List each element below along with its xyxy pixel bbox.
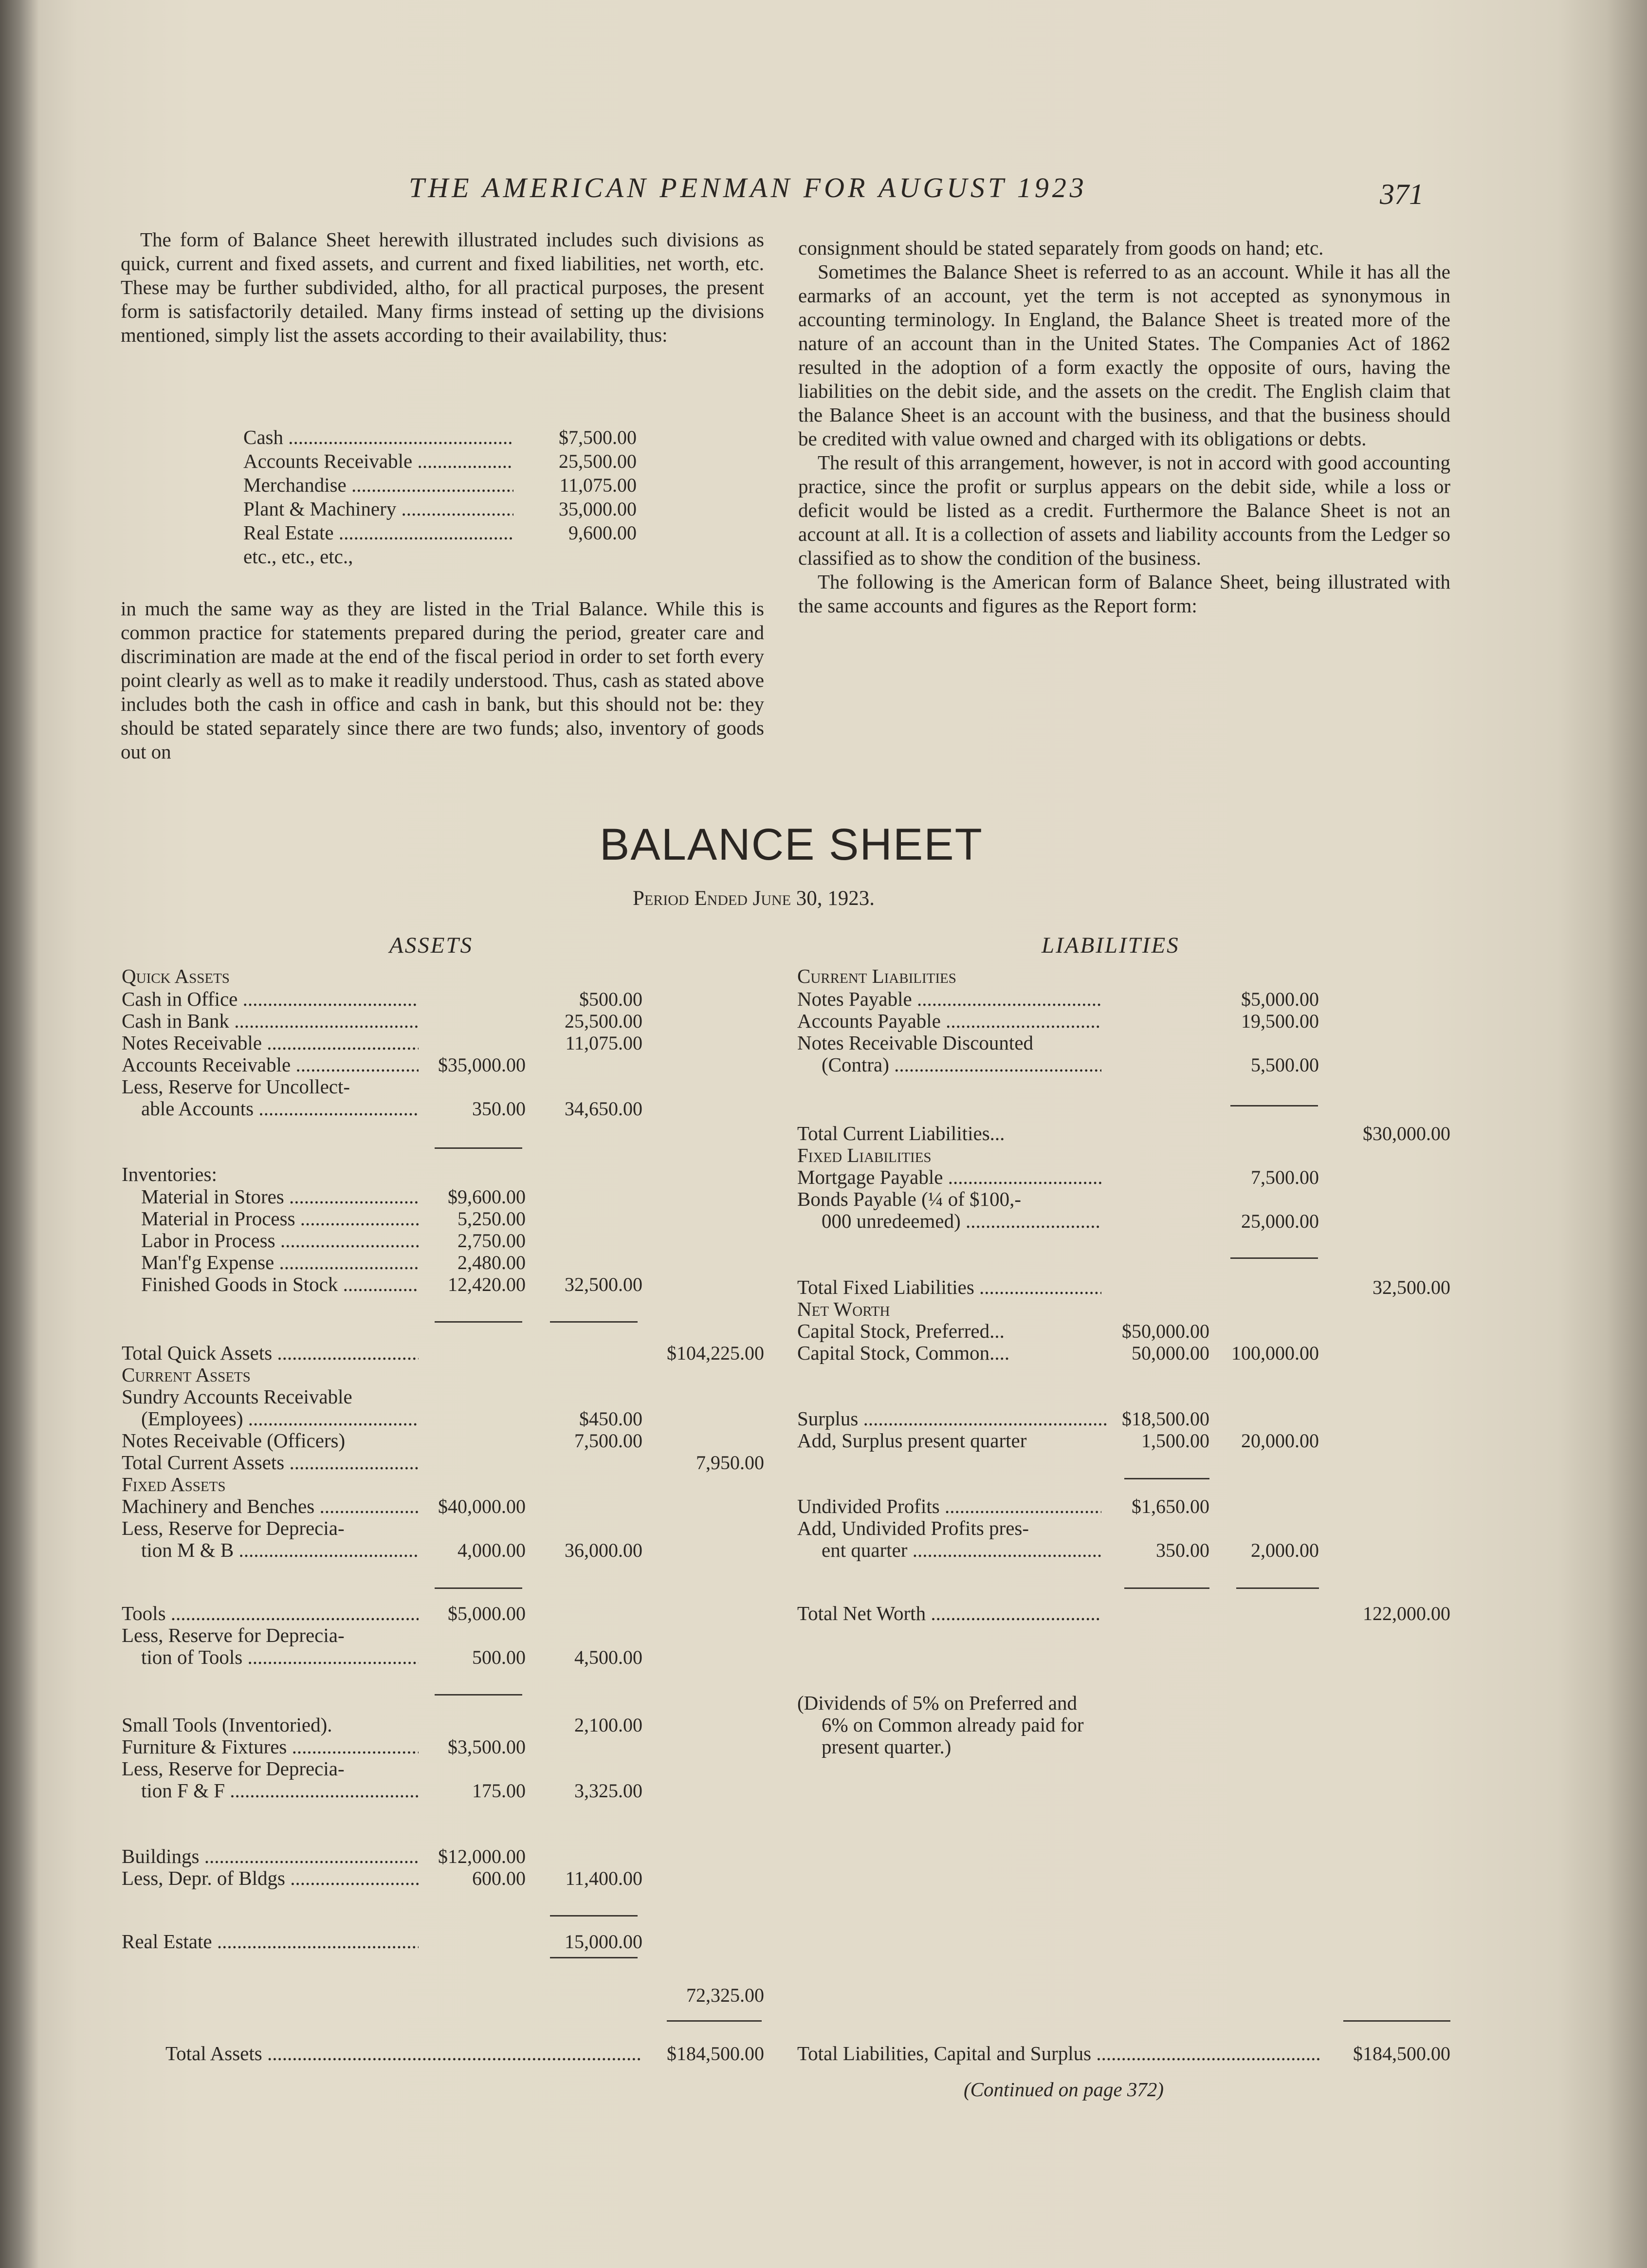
liability-amount: $1,650.00 [1132,1495,1209,1517]
asset-label: Labor in Process ..... [141,1230,419,1252]
rule [550,1957,638,1958]
asset-amount: 500.00 [472,1646,526,1668]
liability-label: Notes Payable ..... [797,988,1101,1010]
section-heading: Net Worth [797,1298,890,1320]
page-number: 371 [1380,178,1424,210]
asset-label: Material in Stores ..... [141,1186,419,1208]
liability-amount: 32,500.00 [1372,1276,1450,1298]
asset-label: (Employees) ..... [141,1408,419,1430]
total-liabilities-amount: $184,500.00 [1353,2043,1450,2065]
rule [667,2020,762,2022]
fixed-assets-total: 72,325.00 [686,1984,764,2006]
asset-label: Furniture & Fixtures ..... [122,1736,419,1758]
asset-amount: 34,650.00 [565,1098,642,1120]
liability-label: Capital Stock, Common.... [797,1342,1010,1364]
asset-amount: 36,000.00 [565,1539,642,1561]
liability-amount: $30,000.00 [1363,1123,1450,1144]
asset-label: Total Quick Assets ..... [122,1342,419,1364]
sample-etc: etc., etc., etc., [243,545,353,568]
liability-label: Undivided Profits ..... [797,1495,1101,1517]
liability-amount: 350.00 [1156,1539,1209,1561]
rule [435,1694,522,1696]
intro-paragraph: The form of Balance Sheet herewith illustrated includes such divisions as quick, current and fixed assets, and current and fixed liabilities, net worth, etc. These may be further subdivided, altho, for all practical purposes, the present form is satisfactorily detailed. Many firms instead of setting up the divisions mentioned, simply list the assets according to their availability, thus: [121,228,764,346]
liability-amount: 1,500.00 [1141,1430,1209,1452]
intro-paragraph: consignment should be stated separately from goods on hand; etc. [798,237,1324,259]
rule [550,1915,638,1917]
asset-amount: $12,000.00 [438,1845,526,1867]
asset-amount: 25,500.00 [565,1010,642,1032]
rule [1124,1478,1209,1479]
asset-amount: $35,000.00 [438,1054,526,1076]
asset-amount: $5,000.00 [448,1603,526,1624]
asset-label: Sundry Accounts Receivable [122,1385,352,1408]
rule [435,1147,522,1149]
asset-label: Inventories: [122,1163,217,1185]
liability-label: Add, Undivided Profits pres- [797,1517,1029,1539]
asset-amount: 175.00 [472,1780,526,1802]
asset-amount: 15,000.00 [565,1931,642,1953]
asset-amount: $3,500.00 [448,1736,526,1758]
asset-amount: 2,100.00 [574,1714,642,1736]
asset-amount: 32,500.00 [565,1273,642,1295]
liability-label: 000 unredeemed) ..... [822,1210,1101,1232]
liability-amount: 20,000.00 [1241,1430,1319,1452]
asset-label: Accounts Receivable ..... [122,1054,419,1076]
intro-left-continuation [121,597,764,764]
asset-label: tion of Tools ..... [141,1646,419,1668]
rule [550,1321,638,1323]
asset-label: Less, Reserve for Deprecia- [122,1757,345,1780]
rule [1230,1105,1318,1106]
running-header: THE AMERICAN PENMAN FOR AUGUST 1923 [409,172,1087,203]
dividend-note: 6% on Common already paid for [822,1714,1084,1736]
asset-amount: $40,000.00 [438,1495,526,1517]
asset-label: able Accounts ..... [141,1098,419,1120]
section-heading: Current Liabilities [797,965,956,987]
asset-amount: $450.00 [579,1408,642,1430]
liabilities-heading: LIABILITIES [1042,933,1180,958]
liability-amount: 5,500.00 [1251,1054,1319,1076]
asset-label: Notes Receivable (Officers) [122,1429,346,1452]
asset-amount: 11,075.00 [565,1032,642,1054]
liability-amount: 50,000.00 [1132,1342,1209,1364]
asset-amount: 2,480.00 [458,1252,526,1273]
liability-label: Accounts Payable ..... [797,1010,1101,1032]
section-heading: Fixed Liabilities [797,1144,932,1166]
sample-value: 9,600.00 [568,522,637,544]
asset-label: Cash in Office ..... [122,988,419,1010]
asset-label: Small Tools (Inventoried). [122,1714,332,1736]
liability-label: Surplus ..... [797,1408,1109,1430]
sample-value: 25,500.00 [559,450,637,472]
sample-label: Cash ..... [243,426,513,448]
liability-label: Total Current Liabilities... [797,1122,1005,1144]
asset-amount: 5,250.00 [458,1208,526,1230]
asset-label: Less, Reserve for Uncollect- [122,1075,350,1098]
rule [1230,1257,1318,1259]
asset-amount: 3,325.00 [574,1780,642,1802]
liability-label: Total Net Worth ..... [797,1603,1101,1624]
asset-label: Machinery and Benches ..... [122,1495,419,1517]
dividend-note: present quarter.) [822,1735,952,1758]
asset-label: Finished Goods in Stock ..... [141,1273,419,1295]
liability-amount: 100,000.00 [1231,1342,1319,1364]
asset-amount: 7,950.00 [696,1452,764,1474]
liability-label: (Contra) ..... [822,1054,1101,1076]
liability-label: Capital Stock, Preferred... [797,1320,1005,1342]
liability-amount: $18,500.00 [1122,1408,1209,1430]
asset-amount: 2,750.00 [458,1230,526,1252]
sample-label: Merchandise ..... [243,474,513,496]
asset-amount: $104,225.00 [667,1342,764,1364]
asset-label: Total Current Assets ..... [122,1452,419,1474]
asset-amount: 7,500.00 [574,1430,642,1452]
section-heading: Quick Assets [122,965,230,987]
liability-label: ent quarter ..... [822,1539,1101,1561]
liability-amount: 122,000.00 [1363,1603,1450,1624]
liability-label: Mortgage Payable ..... [797,1166,1101,1188]
total-assets-amount: $184,500.00 [667,2043,764,2065]
asset-amount: 600.00 [472,1867,526,1889]
intro-paragraph: Sometimes the Balance Sheet is referred to as an account. While it has all the earmarks of an account, yet the term is not accepted as synonymous in accounting terminology. In England, the Balance Sheet is treated more of the nature of an account than in the United States. The Companies Act of 1862 resulted in the adoption of a form exactly the opposite of ours, having the liabilities on the debit side, and the assets on the credit. The English claim that the Balance Sheet is an account with the business, and that the business should be credited with value owned and charged with its obligations or debts. [798,260,1450,450]
asset-label: Tools ..... [122,1603,419,1624]
liability-label: Bonds Payable (¼ of $100,- [797,1188,1022,1210]
liability-label: Add, Surplus present quarter [797,1429,1027,1452]
sample-label: Real Estate ..... [243,522,513,544]
intro-paragraph: The following is the American form of Balance Sheet, being illustrated with the same accounts and figures as the Report form: [798,571,1450,617]
asset-label: tion F & F ..... [141,1780,419,1802]
balance-sheet-period: Period Ended June 30, 1923. [633,887,875,910]
liability-amount: 2,000.00 [1251,1539,1319,1561]
rule [435,1587,522,1589]
sample-value: 11,075.00 [559,474,637,496]
intro-left-column [121,228,764,347]
rule [1343,2020,1450,2022]
asset-amount: 11,400.00 [565,1867,642,1889]
assets-heading: ASSETS [389,933,474,958]
balance-sheet-title: BALANCE SHEET [600,820,983,869]
sample-value: $7,500.00 [559,426,637,448]
asset-label: Notes Receivable ..... [122,1032,419,1054]
sample-label: Accounts Receivable ..... [243,450,513,472]
liability-amount: 19,500.00 [1241,1010,1319,1032]
asset-label: Real Estate ..... [122,1931,419,1953]
asset-amount: $9,600.00 [448,1186,526,1208]
asset-label: Material in Process ..... [141,1208,419,1230]
liability-amount: $5,000.00 [1241,988,1319,1010]
asset-label: tion M & B ..... [141,1539,419,1561]
intro-paragraph: in much the same way as they are listed in the Trial Balance. While this is common practice for statements prepared during the period, greater care and discrimination are made at the end of the fiscal period in order to set forth every point clearly as well as to make it readily understood. Thus, cash as stated above includes both the cash in office and cash in bank, but this should not be: they should be stated separately since there are two funds; also, inventory of goods out on [121,597,764,763]
liability-label: Total Fixed Liabilities ..... [797,1276,1101,1298]
liability-amount: $50,000.00 [1122,1320,1209,1342]
asset-amount: 350.00 [472,1098,526,1120]
intro-right-column [798,236,1450,618]
liability-amount: 7,500.00 [1251,1166,1319,1188]
rule [435,1321,522,1323]
asset-label: Cash in Bank ..... [122,1010,419,1032]
section-heading: Fixed Assets [122,1473,226,1495]
section-heading: Current Assets [122,1364,251,1386]
asset-label: Less, Reserve for Deprecia- [122,1624,345,1646]
liability-label: Notes Receivable Discounted [797,1032,1034,1054]
total-assets-label: Total Assets ..... [165,2043,642,2065]
asset-label: Less, Reserve for Deprecia- [122,1517,345,1539]
sample-label: Plant & Machinery ..... [243,498,513,520]
asset-label: Less, Depr. of Bldgs ..... [122,1867,419,1889]
asset-amount: 4,000.00 [458,1539,526,1561]
liability-amount: 25,000.00 [1241,1210,1319,1232]
asset-label: Buildings ..... [122,1845,419,1867]
asset-amount: $500.00 [579,988,642,1010]
asset-amount: 12,420.00 [448,1273,526,1295]
total-liabilities-label: Total Liabilities, Capital and Surplus ..... [797,2043,1320,2065]
intro-paragraph: The result of this arrangement, however, is not in accord with good accounting practice, since the profit or surplus appears on the debit side, while a loss or deficit would be listed as a credit. Furthermore the Balance Sheet is not an account at all. It is a collection of assets and liability accounts from the Ledger so classified as to show the condition of the business. [798,451,1450,569]
asset-amount: 4,500.00 [574,1646,642,1668]
asset-label: Man'f'g Expense ..... [141,1252,419,1273]
rule [1236,1587,1319,1589]
sample-value: 35,000.00 [559,498,637,520]
rule [1124,1587,1209,1589]
dividend-note: (Dividends of 5% on Preferred and [797,1692,1077,1714]
continued-note: (Continued on page 372) [964,2078,1164,2101]
